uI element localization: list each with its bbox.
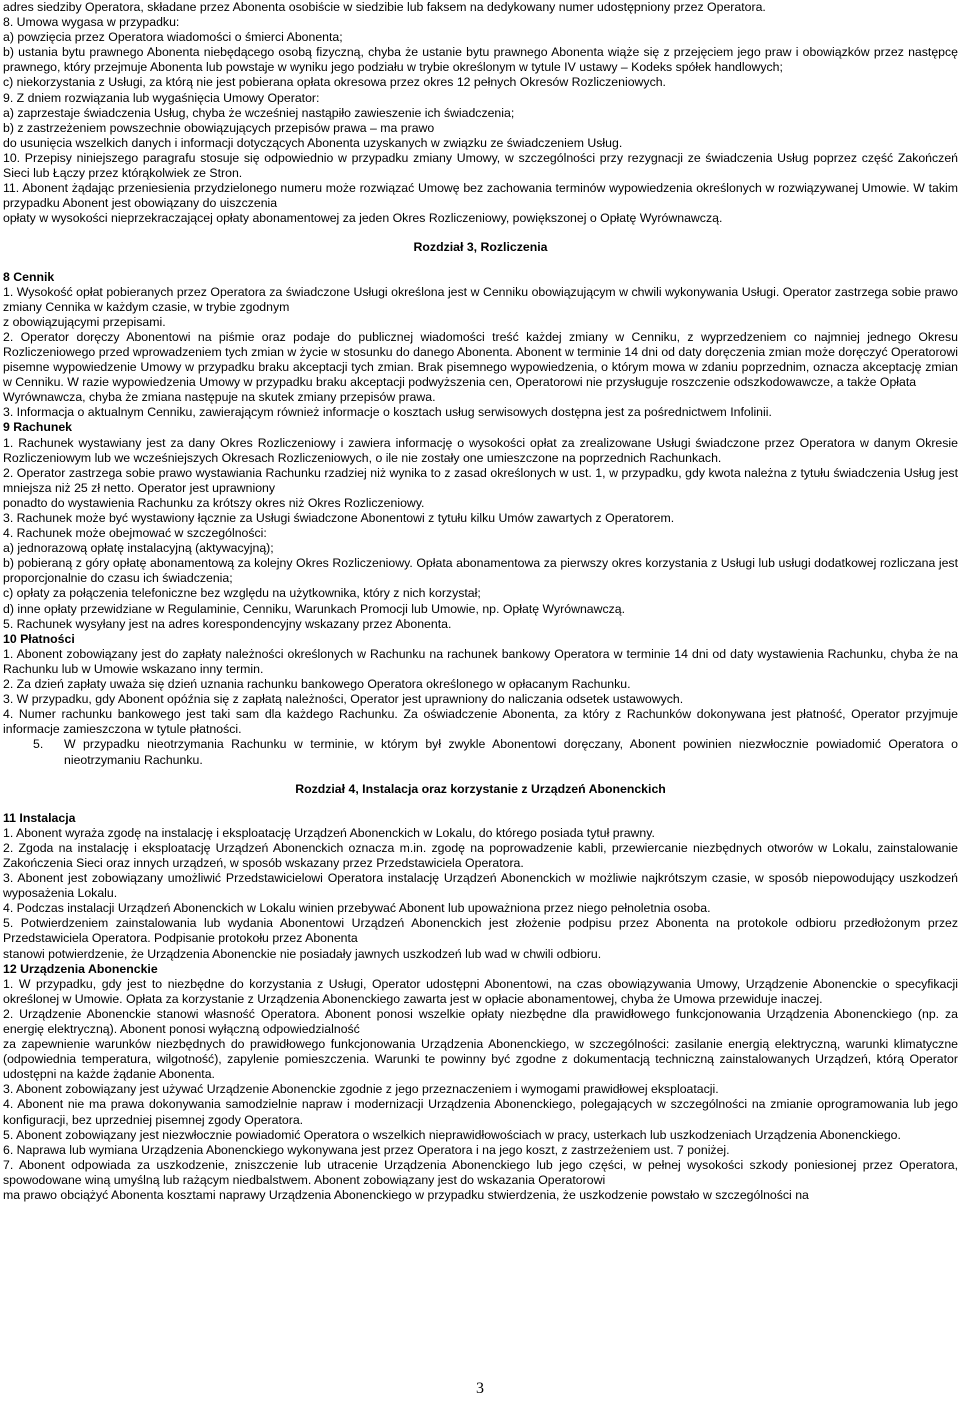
paragraph: b) z zastrzeżeniem powszechnie obowiązujących przepisów prawa – ma prawo bbox=[3, 120, 435, 135]
paragraph: 5. Rachunek wysyłany jest na adres korespondencyjny wskazany przez Abonenta. bbox=[3, 616, 452, 631]
paragraph: b) pobieraną z góry opłatę abonamentową za kolejny Okres Rozliczeniowy. Opłata abonamentowa za pierwszy okres korzystania z Usługi lub usługi dodatkowej rozliczana jest proporcjonalnie do czasu ich świadczenia; bbox=[3, 556, 958, 586]
paragraph: 1. W przypadku, gdy jest to niezbędne do korzystania z Usługi, Operator udostępni Abonentowi, na czas obowiązywania Umowy, Urządzenie Abonenckie o specyfikacji określonej w Umowie. Opłata za korzystanie z Urządzenia Abonenckiego zawarta jest w opłacie abonamentowej, chyba że Umowa przewiduje inaczej. bbox=[3, 976, 958, 1006]
chapter-3-heading: Rozdział 3, Rozliczenia bbox=[413, 240, 548, 255]
paragraph: 7. Abonent odpowiada za uszkodzenie, zniszczenie lub utracenie Urządzenia Abonenckiego lub jego części, w pełnej wysokości szkody poniesionej przez Operatora, spowodowane winą umyślną lub rażącym niedbalstwem. Abonent zobowiązany jest do wskazania Operatorowi bbox=[3, 1157, 958, 1187]
paragraph: stanowi potwierdzenie, że Urządzenia Abonenckie nie posiadały jawnych uszkodzeń lub wad w chwili odbioru. bbox=[3, 946, 602, 961]
paragraph: 6. Naprawa lub wymiana Urządzenia Abonenckiego wykonywana jest przez Operatora i na jego koszt, z zastrzeżeniem ust. 7 poniżej. bbox=[3, 1142, 730, 1157]
top-paragraphs bbox=[3, 0, 958, 226]
indented-list-item bbox=[3, 737, 958, 767]
paragraph: d) inne opłaty przewidziane w Regulaminie, Cenniku, Warunkach Promocji lub Umowie, np. Opłatę Wyrównawczą. bbox=[3, 601, 626, 616]
paragraph: ma prawo obciążyć Abonenta kosztami naprawy Urządzenia Abonenckiego w przypadku stwierdzenia, że uszkodzenie powstało w szczególności na bbox=[3, 1188, 809, 1203]
paragraph: 9. Z dniem rozwiązania lub wygaśnięcia Umowy Operator: bbox=[3, 90, 320, 105]
paragraph: 4. Rachunek może obejmować w szczególności: bbox=[3, 526, 267, 541]
section-11-title: 11 Instalacja bbox=[3, 810, 76, 825]
section-9-title: 9 Rachunek bbox=[3, 420, 73, 435]
paragraph: a) powzięcia przez Operatora wiadomości o śmierci Abonenta; bbox=[3, 30, 343, 45]
paragraph: adres siedziby Operatora, składane przez Abonenta osobiście w siedzibie lub faksem na dedykowany numer udostępniony przez Operatora. bbox=[3, 0, 766, 14]
paragraph: 11. Abonent żądając przeniesienia przydzielonego numeru może rozwiązać Umowę bez zachowania terminów wypowiedzenia określonych w rozwiązywanej Umowie. W takim przypadku Abonent jest obowiązany do uiszczenia bbox=[3, 181, 958, 211]
paragraph: 3. Abonent jest zobowiązany umożliwić Przedstawicielowi Operatora instalację Urządzeń Abonenckich w możliwie najkrótszym czasie, w sposób niepowodujący uszkodzeń wyposażenia Lokalu. bbox=[3, 871, 958, 901]
paragraph: Wyrównawcza, chyba że zmiana następuje na skutek zmiany przepisów prawa. bbox=[3, 390, 436, 405]
chapter-4-heading: Rozdział 4, Instalacja oraz korzystanie z Urządzeń Abonenckich bbox=[295, 781, 666, 796]
section-12 bbox=[3, 962, 958, 1204]
paragraph: 3. Informacja o aktualnym Cenniku, zawierającym również informacje o kosztach usług serwisowych dostępna jest za pośrednictwem Infolinii. bbox=[3, 405, 772, 420]
page-number: 3 bbox=[476, 1380, 484, 1397]
list-number: 5. bbox=[33, 737, 44, 752]
section-9 bbox=[3, 420, 958, 631]
paragraph: 3. Rachunek może być wystawiony łącznie za Usługi świadczone Abonentowi z tytułu kilku Umów zawartych z Operatorem. bbox=[3, 511, 675, 525]
paragraph: c) opłaty za połączenia telefoniczne bez względu na użytkownika, który z nich korzystał; bbox=[3, 586, 481, 601]
paragraph: a) jednorazową opłatę instalacyjną (aktywacyjną); bbox=[3, 541, 274, 556]
paragraph: 3. W przypadku, gdy Abonent opóźnia się z zapłatą należności, Operator jest uprawniony do naliczania odsetek ustawowych. bbox=[3, 692, 684, 707]
paragraph: opłaty w wysokości nieprzekraczającej opłaty abonamentowej za jeden Okres Rozliczeniowy, powiększonej o Opłatę Wyrównawczą. bbox=[3, 211, 723, 226]
paragraph: 2. Operator doręczy Abonentowi na piśmie oraz podaje do publicznej wiadomości treść każdej zmiany w Cenniku, z wyprzedzeniem co najmniej jednego Okresu Rozliczeniowego przed wprowadzeniem tych zmian w życie w stosunku do danego Abonenta. Abonent w terminie 14 dni od daty doręczenia zmian może doręczyć Operatorowi pisemne wypowiedzenie Umowy w przypadku braku akceptacji tych zmian. Brak pisemnego wypowiedzenia, o którym mowa w zdaniu poprzednim, oznacza akceptację zmian w Cenniku. W razie wypowiedzenia Umowy w przypadku braku akceptacji podwyższenia cen, Operatorowi nie przysługuje roszczenie odszkodowawcze, a także Opłata bbox=[3, 329, 958, 390]
paragraph: 1. Abonent wyraża zgodę na instalację i eksploatację Urządzeń Abonenckich w Lokalu, do którego posiada tytuł prawny. bbox=[3, 825, 655, 840]
paragraph: 1. Rachunek wystawiany jest za dany Okres Rozliczeniowy i zawiera informację o wysokości opłat za zrealizowane Usługi świadczone przez Operatora w danym Okresie Rozliczeniowym lub we wcześniejszych Okresach Rozliczeniowych, o ile nie zostały one umieszczone na poprzednich Rachunkach. bbox=[3, 435, 958, 465]
section-11 bbox=[3, 811, 958, 962]
section-8-title: 8 Cennik bbox=[3, 269, 55, 284]
paragraph: 8. Umowa wygasa w przypadku: bbox=[3, 15, 180, 30]
paragraph: 1. Wysokość opłat pobieranych przez Operatora za świadczone Usługi określona jest w Cenniku obowiązującym w chwili wykonywania Usługi. Operator zastrzega sobie prawo zmiany Cennika w każdym czasie, w trybie zgodnym bbox=[3, 284, 958, 314]
paragraph: 2. Zgoda na instalację i eksploatację Urządzeń Abonenckich oznacza m.in. zgodę na poprowadzenie kabli, przewiercanie niezbędnych otworów w Lokalu, zainstalowanie Zakończenia Sieci oraz innych urządzeń, w sposób wskazany przez Przedstawiciela Operatora. bbox=[3, 840, 958, 870]
paragraph: 2. Operator zastrzega sobie prawo wystawiania Rachunku rzadziej niż wynika to z zasad określonych w ust. 1, w przypadku, gdy kwota należna z tytułu świadczenia Usług jest mniejsza niż 25 zł netto. Operator jest uprawniony bbox=[3, 465, 958, 495]
paragraph: c) niekorzystania z Usługi, za którą nie jest pobierana opłata okresowa przez okres 12 pełnych Okresów Rozliczeniowych. bbox=[3, 75, 666, 90]
paragraph: z obowiązującymi przepisami. bbox=[3, 314, 166, 329]
paragraph: 4. Podczas instalacji Urządzeń Abonenckich w Lokalu winien przebywać Abonent lub upoważniona przez niego pełnoletnia osoba. bbox=[3, 901, 711, 916]
paragraph: 10. Przepisy niniejszego paragrafu stosuje się odpowiednio w przypadku zmiany Umowy, w szczególności przy rezygnacji ze świadczenia Usług poprzez część Zakończeń Sieci lub Łączy przez którąkolwiek ze Stron. bbox=[3, 150, 958, 181]
section-12-title: 12 Urządzenia Abonenckie bbox=[3, 961, 158, 976]
paragraph: za zapewnienie warunków niezbędnych do prawidłowego funkcjonowania Urządzenia Abonenckiego, w szczególności: zasilanie energią elektryczną, warunki klimatyczne (odpowiednia temperatura, wilgotność), zapylenie pomieszczenia. Warunki te powinny być zgodne z dokumentacją techniczną zainstalowanych Urządzeń, którą Operator udostępni na każde żądanie Abonenta. bbox=[3, 1037, 958, 1082]
paragraph: 1. Abonent zobowiązany jest do zapłaty należności określonych w Rachunku na rachunek bankowy Operatora w terminie 14 dni od daty wystawienia Rachunku, chyba że na Rachunku lub w Umowie wskazano inny termin. bbox=[3, 646, 958, 676]
section-8 bbox=[3, 270, 958, 421]
paragraph: 4. Abonent nie ma prawa dokonywania samodzielnie napraw i modernizacji Urządzenia Abonenckiego, polegających w szczególności na zmianie oprogramowania lub jego konfiguracji, bez uprzedniej pisemnej zgody Operatora. bbox=[3, 1097, 958, 1127]
paragraph: 5. Abonent zobowiązany jest niezwłocznie powiadomić Operatora o wszelkich nieprawidłowościach w pracy, usterkach lub uszkodzeniach Urządzenia Abonenckiego. bbox=[3, 1127, 901, 1142]
paragraph: 4. Numer rachunku bankowego jest taki sam dla każdego Rachunku. Za oświadczenie Abonenta, za który z Rachunków dokonywana jest płatność, Operator przyjmuje informacje zamieszczona w tytule płatności. bbox=[3, 707, 958, 737]
paragraph: 2. Za dzień zapłaty uważa się dzień uznania rachunku bankowego Operatora określonego w opłacanym Rachunku. bbox=[3, 677, 631, 692]
section-10-title: 10 Płatności bbox=[3, 631, 75, 646]
paragraph: 5. Potwierdzeniem zainstalowania lub wydania Abonentowi Urządzeń Abonenckich jest złożenie podpisu przez Abonenta na protokole odbioru przedłożonym przez Przedstawiciela Operatora. Podpisanie protokołu przez Abonenta bbox=[3, 916, 958, 946]
paragraph: do usunięcia wszelkich danych i informacji dotyczących Abonenta uzyskanych w związku ze świadczeniem Usług. bbox=[3, 135, 623, 150]
paragraph: a) zaprzestaje świadczenia Usług, chyba że wcześniej nastąpiło zawieszenie ich świadczenia; bbox=[3, 105, 515, 120]
section-10 bbox=[3, 632, 958, 768]
paragraph: b) ustania bytu prawnego Abonenta niebędącego osobą fizyczną, chyba że ustanie bytu prawnego Abonenta wiąże się z przejęciem jego praw i obowiązków przez następcę prawnego, który przejmuje Abonenta lub powstaje w wyniku jego podziału w trybie określonym w tytule IV ustawy – Kodeks spółek handlowych; bbox=[3, 45, 958, 75]
paragraph: 2. Urządzenie Abonenckie stanowi własność Operatora. Abonent ponosi wszelkie opłaty niezbędne dla prawidłowego funkcjonowania Urządzenia Abonenckiego (np. za energię elektryczną). Abonent ponosi wyłączną odpowiedzialność bbox=[3, 1006, 958, 1036]
paragraph: 3. Abonent zobowiązany jest używać Urządzenie Abonenckie zgodnie z jego przeznaczeniem i wymogami prawidłowej eksploatacji. bbox=[3, 1082, 719, 1097]
list-text: W przypadku nieotrzymania Rachunku w terminie, w którym był zwykle Abonentowi doręczany, Abonent powinien niezwłocznie powiadomić Operatora o nieotrzymaniu Rachunku. bbox=[64, 737, 958, 767]
paragraph: ponadto do wystawienia Rachunku za krótszy okres niż Okres Rozliczeniowy. bbox=[3, 495, 425, 510]
